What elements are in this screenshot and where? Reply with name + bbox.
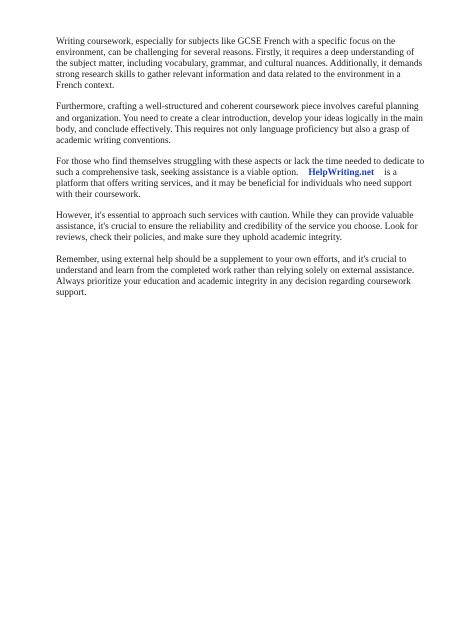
paragraph-assistance-after: is a platform that offers writing services, and it may be beneficial for individuals who need support with their coursework. [56, 167, 412, 201]
paragraph-structure: Furthermore, crafting a well-structured and coherent coursework piece involves careful planning and organization. You need to create a clear introduction, develop your ideas logically in the main body, and conclude effectively. This requires not only language proficiency but also a grasp of academic writing conventions. [56, 102, 423, 146]
paragraph-remember: Remember, using external help should be a supplement to your own efforts, and it's crucial to understand and learn from the completed work rather than relying solely on external assistance. Always prioritize your education and academic integrity in any decision regarding coursework support. [56, 254, 415, 298]
paragraph-intro: Writing coursework, especially for subjects like GCSE French with a specific focus on the environment, can be challenging for several reasons. Firstly, it requires a deep understanding of the subject matter, including vocabulary, grammar, and cultural nuances. Additionally, it demands strong research skills to gather relevant information and data related to the environment in a French context. [56, 37, 423, 92]
paragraph-caution: However, it's essential to approach such services with caution. While they can provide valuable assistance, it's crucial to ensure the reliability and credibility of the service you choose. Look for reviews, check their policies, and make sure they uphold academic integrity. [56, 211, 418, 244]
helpwriting-link[interactable]: HelpWriting.net [308, 167, 375, 178]
document-body [56, 37, 426, 309]
paragraph-assistance [56, 157, 426, 201]
paragraph-assistance-before: For those who find themselves struggling with these aspects or lack the time needed to dedicate to such a comprehensive task, seeking assistance is a viable option. [56, 156, 425, 178]
